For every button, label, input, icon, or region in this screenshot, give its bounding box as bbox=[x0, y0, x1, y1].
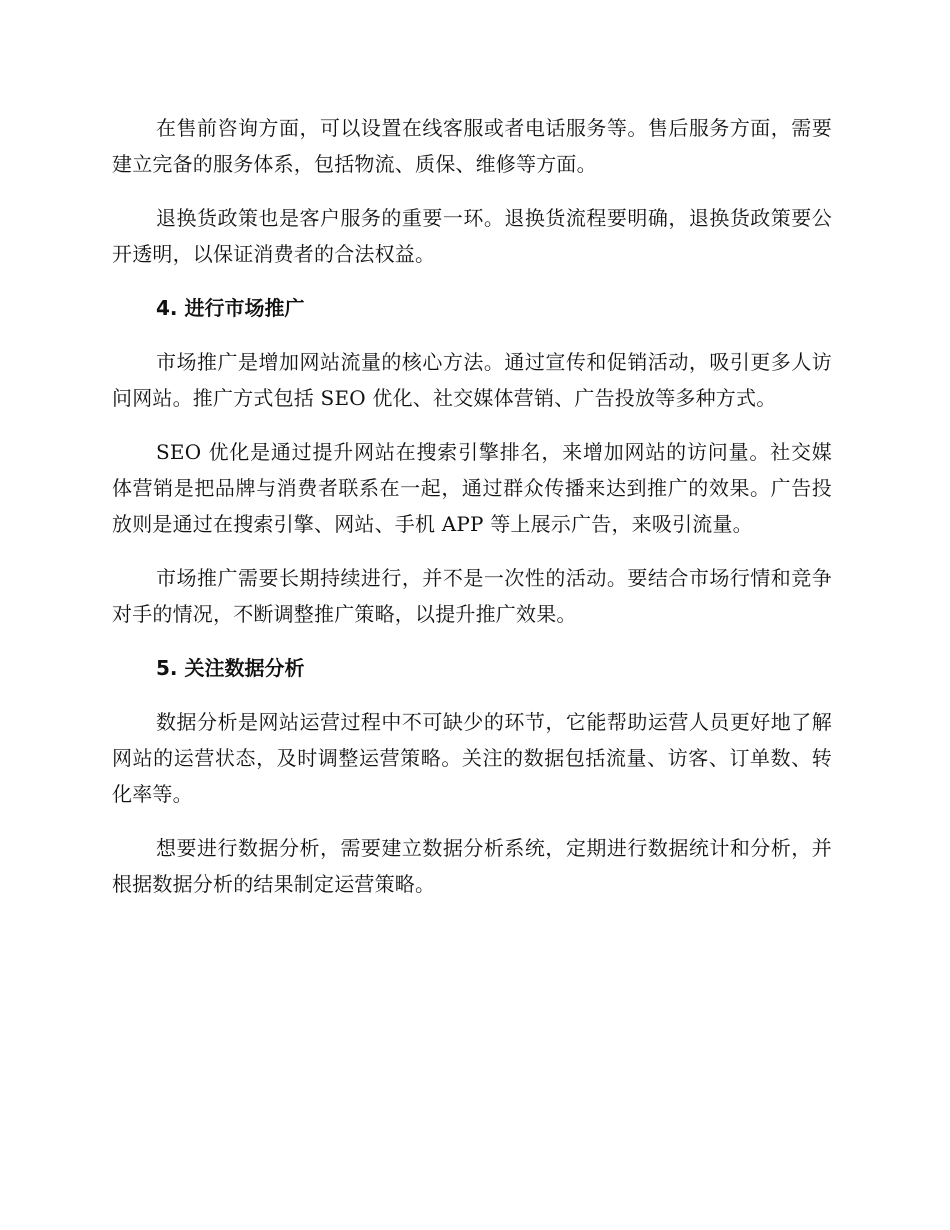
paragraph-presale-aftersale: 在售前咨询方面，可以设置在线客服或者电话服务等。售后服务方面，需要建立完备的服务体系，包括物流、质保、维修等方面。 bbox=[112, 116, 832, 176]
paragraph-return-policy: 退换货政策也是客户服务的重要一环。退换货流程要明确，退换货政策要公开透明，以保证消费者的合法权益。 bbox=[112, 206, 832, 266]
section-heading-marketing: 4. 进行市场推广 bbox=[156, 296, 305, 320]
paragraph-data-analysis-intro: 数据分析是网站运营过程中不可缺少的环节，它能帮助运营人员更好地了解网站的运营状态，及时调整运营策略。关注的数据包括流量、访客、订单数、转化率等。 bbox=[112, 710, 832, 806]
paragraph-data-analysis-system: 想要进行数据分析，需要建立数据分析系统，定期进行数据统计和分析，并根据数据分析的结果制定运营策略。 bbox=[112, 836, 832, 896]
paragraph-seo-social-ads: SEO 优化是通过提升网站在搜索引擎排名，来增加网站的访问量。社交媒体营销是把品牌与消费者联系在一起，通过群众传播来达到推广的效果。广告投放则是通过在搜索引擎、网站、手机 APP 等上展示广告，来吸引流量。 bbox=[112, 440, 832, 536]
paragraph-marketing-intro: 市场推广是增加网站流量的核心方法。通过宣传和促销活动，吸引更多人访问网站。推广方式包括 SEO 优化、社交媒体营销、广告投放等多种方式。 bbox=[112, 350, 832, 410]
document-body bbox=[112, 110, 832, 920]
section-heading-data-analysis: 5. 关注数据分析 bbox=[156, 656, 305, 680]
paragraph-marketing-continuity: 市场推广需要长期持续进行，并不是一次性的活动。要结合市场行情和竞争对手的情况，不断调整推广策略，以提升推广效果。 bbox=[112, 566, 832, 626]
